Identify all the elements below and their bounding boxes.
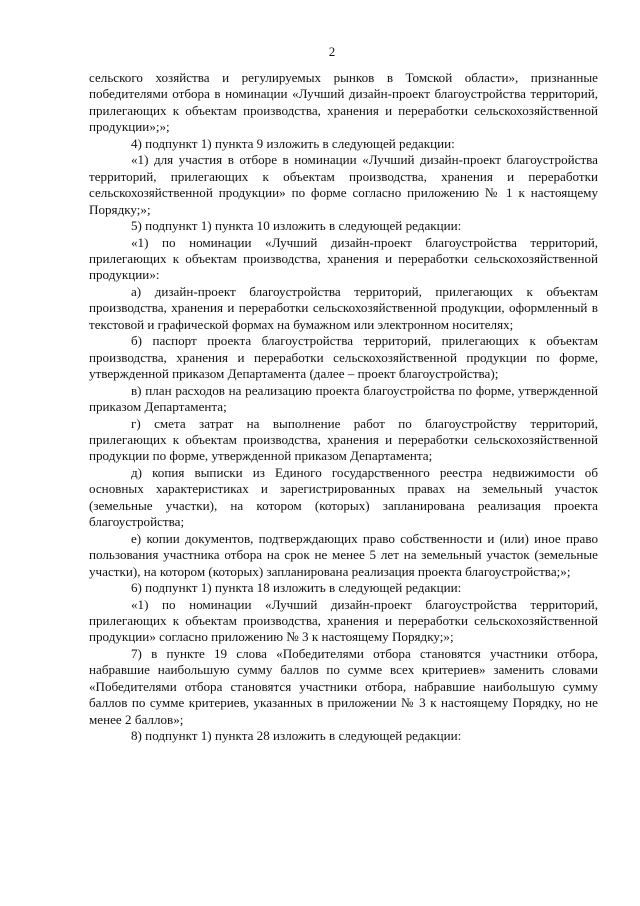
paragraph: 4) подпункт 1) пункта 9 изложить в следующей редакции:: [131, 135, 455, 151]
paragraph: «1) по номинации «Лучший дизайн-проект благоустройства территорий, прилегающих к объектам производства, хранения и переработки сельскохозяйственной продукции»:: [89, 234, 598, 283]
paragraph: сельского хозяйства и регулируемых рынков в Томской области», признанные победителями отбора в номинации «Лучший дизайн-проект благоустройства территорий, прилегающих к объектам производства, хранения и переработки сельскохозяйственной продукции»;»;: [89, 70, 598, 135]
paragraph: д) копия выписки из Единого государственного реестра недвижимости об основных характеристиках и зарегистрированных правах на земельный участок (земельные участки), на котором (которых) запланирована реализация проекта благоустройства;: [89, 464, 598, 530]
paragraph: 6) подпункт 1) пункта 18 изложить в следующей редакции:: [131, 580, 462, 596]
paragraph: в) план расходов на реализацию проекта благоустройства по форме, утвержденной приказом Департамента;: [89, 382, 598, 415]
paragraph: «1) для участия в отборе в номинации «Лучший дизайн-проект благоустройства территорий, прилегающих к объектам производства, хранения и переработки сельскохозяйственной продукции» по форме согласно приложению № 1 к настоящему Порядку;»;: [89, 152, 598, 217]
paragraph: 8) подпункт 1) пункта 28 изложить в следующей редакции:: [131, 728, 462, 744]
paragraph: «1) по номинации «Лучший дизайн-проект благоустройства территорий, прилегающих к объектам производства, хранения и переработки сельскохозяйственной продукции» согласно приложению № 3 к настоящему Порядку;»;: [89, 596, 598, 645]
paragraph: е) копии документов, подтверждающих право собственности и (или) иное право пользования участника отбора на срок не менее 5 лет на земельный участок (земельные участки), на котором (которых) запланирована реализация проекта благоустройства;»;: [89, 530, 598, 579]
paragraph: а) дизайн-проект благоустройства территорий, прилегающих к объектам производства, хранения и переработки сельскохозяйственной продукции, оформленный в текстовой и графической формах на бумажном или электронном носителях;: [89, 283, 598, 332]
paragraph: 7) в пункте 19 слова «Победителями отбора становятся участники отбора, набравшие наибольшую сумму баллов по сумме всех критериев» заменить словами «Победителями отбора становятся участники отбора, набравшие наибольшую сумму баллов по сумме критериев, указанных в приложении № 3 к настоящему Порядку, но не менее 2 баллов»;: [89, 645, 598, 727]
paragraph: г) смета затрат на выполнение работ по благоустройству территорий, прилегающих к объектам производства, хранения и переработки сельскохозяйственной продукции по форме, утвержденной приказом Департамента;: [89, 415, 598, 464]
paragraph: б) паспорт проекта благоустройства территорий, прилегающих к объектам производства, хранения и переработки сельскохозяйственной продукции по форме, утвержденной приказом Департамента (далее – проект благоустройства);: [89, 333, 598, 382]
page-number: 2: [328, 44, 336, 59]
paragraph: 5) подпункт 1) пункта 10 изложить в следующей редакции:: [131, 218, 462, 234]
document-body: [89, 70, 598, 745]
